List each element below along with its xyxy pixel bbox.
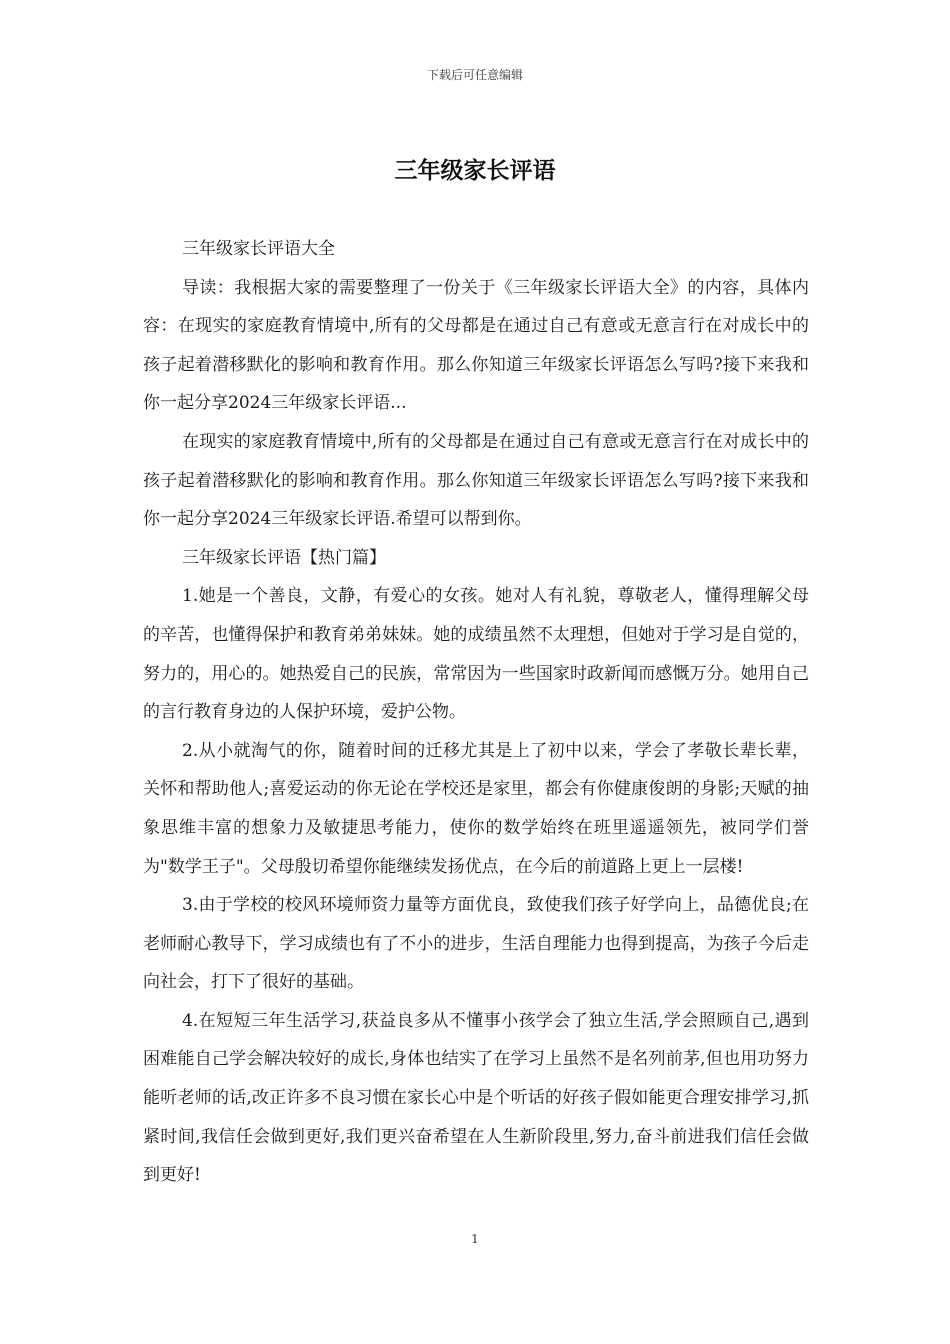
document-title: 三年级家长评语: [394, 157, 556, 184]
page-number: 1: [471, 1232, 479, 1246]
paragraph-intro: 导读：我根据大家的需要整理了一份关于《三年级家长评语大全》的内容，具体内容：在现实的家庭教育情境中,所有的父母都是在通过自己有意或无意言行在对成长中的孩子起着潜移默化的影响和教育作用。那么你知道三年级家长评语怎么写吗?接下来我和你一起分享2024三年级家长评语...: [143, 277, 809, 414]
document-body: [143, 230, 809, 1195]
paragraph-item-3: 3.由于学校的校风环境师资力量等方面优良，致使我们孩子好学向上，品德优良;在老师耐心教导下，学习成绩也有了不小的进步，生活自理能力也得到提高，为孩子今后走向社会，打下了很好的基础。: [143, 895, 809, 993]
paragraph-item-2: 2.从小就淘气的你，随着时间的迁移尤其是上了初中以来，学会了孝敬长辈长辈，关怀和帮助他人;喜爱运动的你无论在学校还是家里，都会有你健康俊朗的身影;天赋的抽象思维丰富的想象力及敏捷思考能力，使你的数学始终在班里遥遥领先，被同学们誉为"数学王子"。父母殷切希望你能继续发扬优点，在今后的前道路上更上一层楼!: [143, 740, 809, 877]
header-note: 下载后可任意编辑: [426, 68, 523, 82]
paragraph-item-4: 4.在短短三年生活学习,获益良多从不懂事小孩学会了独立生活,学会照顾自己,遇到困难能自己学会解决较好的成长,身体也结实了在学习上虽然不是名列前茅,但也用功努力能听老师的话,改正许多不良习惯在家长心中是个听话的好孩子假如能更合理安排学习,抓紧时间,我信任会做到更好,我们更兴奋希望在人生新阶段里,努力,奋斗前进我们信任会做到更好!: [143, 1010, 809, 1186]
paragraph-context: 在现实的家庭教育情境中,所有的父母都是在通过自己有意或无意言行在对成长中的孩子起着潜移默化的影响和教育作用。那么你知道三年级家长评语怎么写吗?接下来我和你一起分享2024三年级家长评语.希望可以帮到你。: [143, 431, 809, 530]
paragraph-item-1: 1.她是一个善良，文静，有爱心的女孩。她对人有礼貌，尊敬老人，懂得理解父母的辛苦，也懂得保护和教育弟弟妹妹。她的成绩虽然不太理想，但她对于学习是自觉的，努力的，用心的。她热爱自己的民族，常常因为一些国家时政新闻而感慨万分。她用自己的言行教育身边的人保护环境，爱护公物。: [143, 586, 809, 723]
section-heading: 三年级家长评语【热门篇】: [182, 547, 386, 568]
paragraph-subtitle: 三年级家长评语大全: [182, 239, 335, 259]
